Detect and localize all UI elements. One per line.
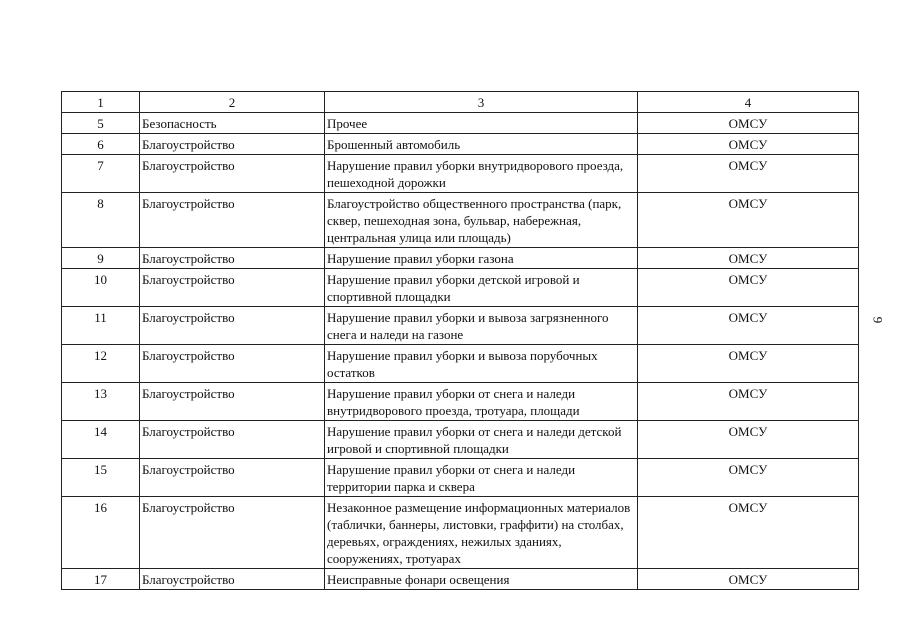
row-category: Благоустройство [140,569,325,590]
table-row [62,345,859,383]
row-responsible: ОМСУ [638,307,859,345]
row-category: Благоустройство [140,269,325,307]
row-responsible: ОМСУ [638,134,859,155]
row-number: 7 [62,155,140,193]
table-row [62,269,859,307]
table-header-row [62,92,859,113]
table-row [62,459,859,497]
row-number: 13 [62,383,140,421]
table-row [62,569,859,590]
row-number: 17 [62,569,140,590]
row-number: 16 [62,497,140,569]
table-row [62,497,859,569]
table-row [62,421,859,459]
row-category: Благоустройство [140,155,325,193]
row-category: Благоустройство [140,345,325,383]
row-description: Нарушение правил уборки газона [325,248,638,269]
row-category: Благоустройство [140,307,325,345]
row-category: Безопасность [140,113,325,134]
row-category: Благоустройство [140,383,325,421]
row-responsible: ОМСУ [638,269,859,307]
header-cell-2: 2 [140,92,325,113]
data-table [61,91,859,590]
row-description: Незаконное размещение информационных материалов (таблички, баннеры, листовки, граффити) на столбах, деревьях, ограждениях, нежилых зданиях, сооружениях, тротуарах [325,497,638,569]
row-description: Прочее [325,113,638,134]
row-responsible: ОМСУ [638,155,859,193]
row-description: Нарушение правил уборки от снега и наледи территории парка и сквера [325,459,638,497]
row-number: 8 [62,193,140,248]
row-responsible: ОМСУ [638,193,859,248]
row-number: 5 [62,113,140,134]
row-description: Нарушение правил уборки от снега и наледи внутридворового проезда, тротуара, площади [325,383,638,421]
table-row [62,383,859,421]
row-responsible: ОМСУ [638,113,859,134]
header-cell-1: 1 [62,92,140,113]
row-number: 14 [62,421,140,459]
table-row [62,248,859,269]
row-responsible: ОМСУ [638,459,859,497]
table-row [62,193,859,248]
row-category: Благоустройство [140,421,325,459]
row-responsible: ОМСУ [638,497,859,569]
row-description: Нарушение правил уборки и вывоза загрязненного снега и наледи на газоне [325,307,638,345]
row-category: Благоустройство [140,497,325,569]
row-category: Благоустройство [140,193,325,248]
row-responsible: ОМСУ [638,569,859,590]
row-number: 11 [62,307,140,345]
row-description: Нарушение правил уборки и вывоза порубочных остатков [325,345,638,383]
row-number: 6 [62,134,140,155]
row-description: Благоустройство общественного пространства (парк, сквер, пешеходная зона, бульвар, набережная, центральная улица или площадь) [325,193,638,248]
row-category: Благоустройство [140,134,325,155]
row-description: Брошенный автомобиль [325,134,638,155]
row-description: Нарушение правил уборки от снега и наледи детской игровой и спортивной площадки [325,421,638,459]
page-number: 9 [870,316,886,324]
table-row [62,134,859,155]
table-row [62,155,859,193]
table-row [62,113,859,134]
header-cell-3: 3 [325,92,638,113]
row-category: Благоустройство [140,248,325,269]
table-row [62,307,859,345]
row-number: 12 [62,345,140,383]
header-cell-4: 4 [638,92,859,113]
row-number: 9 [62,248,140,269]
row-responsible: ОМСУ [638,421,859,459]
row-description: Нарушение правил уборки детской игровой и спортивной площадки [325,269,638,307]
row-description: Неисправные фонари освещения [325,569,638,590]
row-number: 15 [62,459,140,497]
row-number: 10 [62,269,140,307]
row-responsible: ОМСУ [638,345,859,383]
row-responsible: ОМСУ [638,383,859,421]
row-description: Нарушение правил уборки внутридворового проезда, пешеходной дорожки [325,155,638,193]
row-category: Благоустройство [140,459,325,497]
row-responsible: ОМСУ [638,248,859,269]
